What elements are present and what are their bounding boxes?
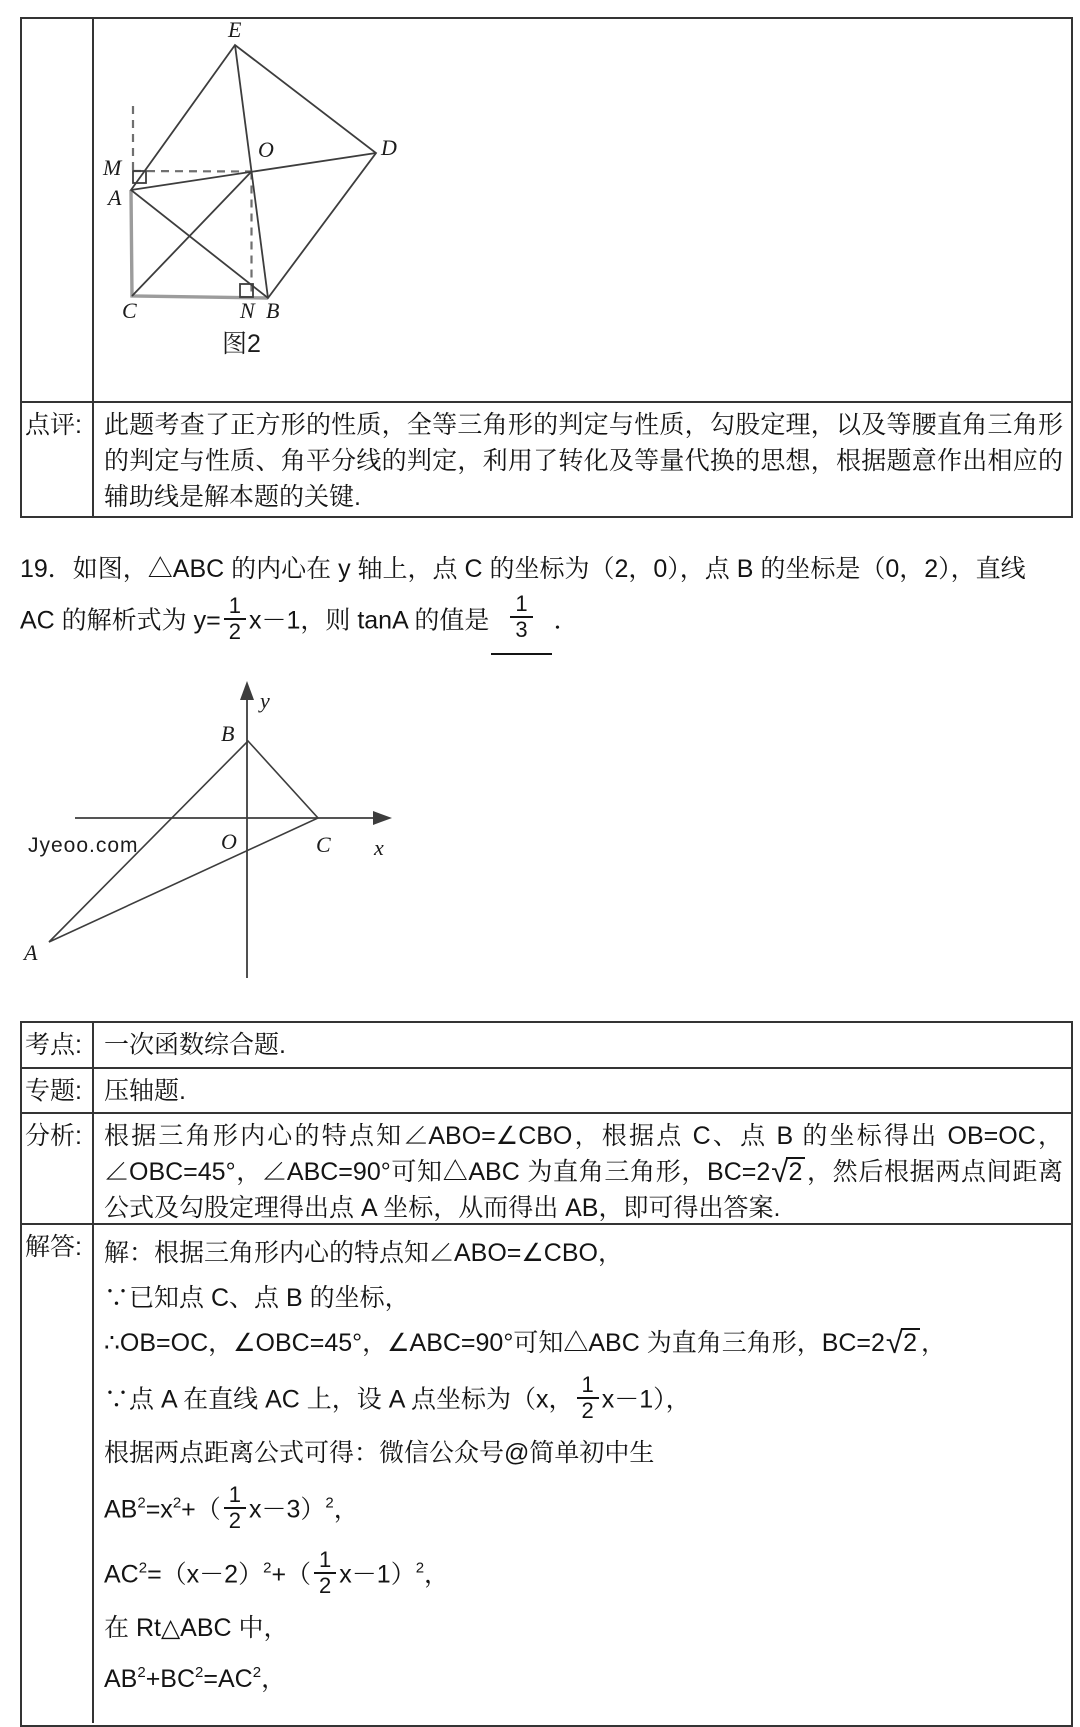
fenxi-text (94, 1114, 1071, 1223)
graph-point-labels (22, 688, 384, 965)
jieda-line-5: 根据两点距离公式可得：微信公众号@简单初中生 (104, 1439, 655, 1467)
fenxi-text-b: ，然后根据两点间距离公式及勾股定理得出点 A 坐标，从而得出 AB，即可得出答案. (104, 1158, 1063, 1222)
figure1-dashed-lines (133, 106, 252, 297)
comment-label: 点评: (22, 403, 94, 516)
jieda-line6-e: ， (333, 1495, 359, 1524)
radicand: 2 (901, 1328, 920, 1356)
question-line-1: 19．如图，△ABC 的内心在 y 轴上，点 C 的坐标为（2，0），点 B 的坐标是（0，2），直线 (20, 555, 1026, 583)
jieda-line-7 (104, 1547, 1063, 1601)
fenxi-text-a: 根据三角形内心的特点知∠ABO=∠CBO，根据点 C、点 B 的坐标得出 OB=OC，∠OBC=45°，∠ABC=90°可知△ABC 为直角三角形，BC=2 (104, 1122, 1063, 1186)
jieda-line3-b: ， (920, 1329, 946, 1357)
fraction-numerator: 1 (319, 1547, 332, 1572)
point-label-D: D (381, 135, 397, 160)
sqrt-2 (771, 1154, 805, 1190)
jieda-content (94, 1225, 1071, 1723)
comment-text: 此题考查了正方形的性质，全等三角形的判定与性质，勾股定理，以及等腰直角三角形的判定与性质、角平分线的判定，利用了转化及等量代换的思想，根据题意作出相应的辅助线是解本题的关键. (104, 411, 1063, 511)
jieda-row (22, 1225, 1071, 1723)
jieda-label: 解答: (22, 1225, 94, 1723)
fenxi-row (22, 1114, 1071, 1225)
radicand: 2 (786, 1157, 805, 1185)
point-label-C: C (316, 832, 331, 857)
sqrt-2 (886, 1325, 920, 1361)
geometry-figure-svg (85, 18, 400, 358)
jieda-line6-c: +（ (181, 1495, 221, 1524)
superscript-2: 2 (195, 1664, 204, 1681)
jieda-line-2: ∵已知点 C、点 B 的坐标， (104, 1284, 410, 1312)
superscript-2: 2 (263, 1559, 272, 1577)
question-line2-mid: x－1，则 tanA 的值是 (248, 606, 490, 635)
superscript-2: 2 (252, 1664, 262, 1681)
point-label-B: B (221, 721, 235, 746)
point-label-A: A (24, 940, 38, 965)
radical-sign: √ (885, 1325, 904, 1360)
question-line2-end: ． (553, 606, 579, 635)
superscript-2: 2 (415, 1559, 425, 1577)
superscript-2: 2 (137, 1664, 146, 1681)
fraction-one-half (577, 1373, 599, 1423)
figure1-caption: 图2 (222, 330, 261, 358)
question-line2-prefix: AC 的解析式为 y= (20, 606, 221, 635)
fraction-denominator: 2 (314, 1572, 336, 1598)
radical-sign: √ (771, 1154, 789, 1189)
point-label-M: M (103, 155, 122, 180)
zhuanti-label: 专题: (22, 1069, 94, 1112)
answer-numerator: 1 (515, 591, 528, 617)
fraction-denominator: 2 (224, 618, 246, 644)
zhuanti-text: 压轴题. (104, 1077, 186, 1105)
jieda-line4-b: x－1）， (601, 1385, 691, 1414)
jieda-line9-a: AB (104, 1665, 138, 1693)
fraction-denominator: 2 (577, 1397, 599, 1423)
origin-label-O: O (221, 829, 237, 854)
jieda-line7-d: x－1） (339, 1560, 416, 1589)
jieda-line6-a: AB (104, 1495, 138, 1524)
superscript-2: 2 (138, 1559, 148, 1577)
jieda-line7-b: =（x－2） (147, 1560, 264, 1589)
point-label-C: C (122, 298, 137, 323)
axis-label-x: x (374, 835, 384, 860)
jieda-line7-a: AC (104, 1560, 139, 1589)
jieda-line9-c: =AC (203, 1665, 253, 1693)
axis-label-y: y (260, 688, 270, 713)
jieda-line-6 (104, 1482, 1063, 1536)
empty-label-cell (22, 19, 94, 401)
jieda-line9-d: ， (261, 1665, 287, 1693)
fraction-one-half (224, 1483, 246, 1533)
jieda-line7-e: ， (424, 1560, 450, 1589)
comment-row (22, 403, 1071, 516)
kaodian-row (22, 1023, 1071, 1069)
jieda-line-1: 解：根据三角形内心的特点知∠ABO=∠CBO， (104, 1239, 623, 1267)
superscript-2: 2 (137, 1494, 146, 1512)
point-label-B: B (266, 298, 280, 323)
watermark-text: Jyeoo.com (28, 834, 139, 857)
zhuanti-row (22, 1069, 1071, 1114)
answer-blank (491, 589, 551, 655)
fraction-numerator: 1 (228, 1482, 242, 1507)
fraction-denominator: 2 (224, 1507, 246, 1533)
fraction-one-half (314, 1548, 336, 1598)
coordinate-graph-svg (20, 615, 395, 983)
point-label-A: A (108, 185, 122, 210)
x-axis-arrow (373, 811, 392, 825)
fraction-numerator: 1 (228, 593, 241, 618)
jieda-line-8: 在 Rt△ABC 中， (104, 1614, 289, 1642)
kaodian-text: 一次函数综合题. (104, 1031, 286, 1059)
y-axis-arrow (240, 681, 254, 700)
fraction-numerator: 1 (581, 1372, 594, 1397)
answer-denominator: 3 (510, 616, 532, 642)
jieda-line7-c: +（ (271, 1560, 312, 1589)
jieda-line6-b: =x (145, 1495, 173, 1524)
jieda-line6-d: x－3） (249, 1495, 326, 1524)
point-label-N: N (240, 298, 255, 323)
answer-fraction-one-third (510, 592, 532, 642)
jieda-line9-b: +BC (145, 1665, 196, 1693)
jieda-line4-a: ∵点 A 在直线 AC 上，设 A 点坐标为（x， (104, 1385, 574, 1414)
jieda-line-9 (104, 1661, 1063, 1697)
fenxi-label: 分析: (22, 1114, 94, 1223)
jieda-line-3 (104, 1325, 1063, 1361)
solution-table-bottom (20, 1021, 1073, 1727)
point-label-O: O (258, 137, 274, 162)
kaodian-label: 考点: (22, 1023, 94, 1067)
superscript-2: 2 (325, 1494, 334, 1512)
superscript-2: 2 (172, 1494, 182, 1512)
jieda-line3-a: ∴OB=OC，∠OBC=45°，∠ABC=90°可知△ABC 为直角三角形，BC=2 (104, 1329, 885, 1357)
point-label-E: E (228, 18, 242, 42)
jieda-line-4 (104, 1372, 1063, 1426)
